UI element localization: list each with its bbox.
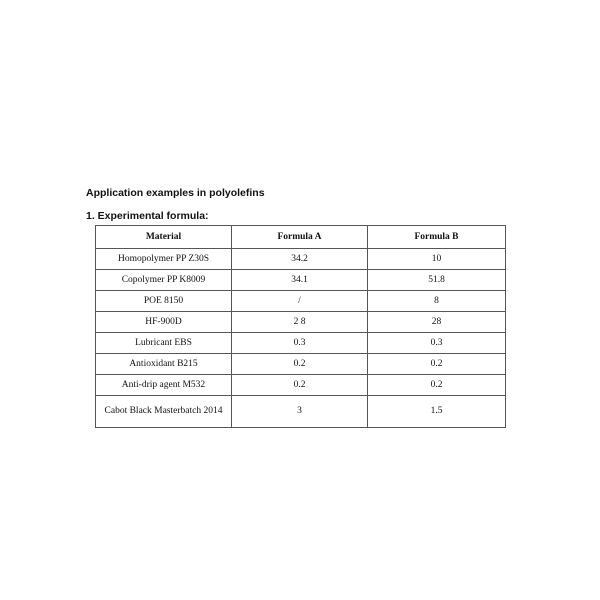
table-row [96,270,506,291]
table-row [96,354,506,375]
formula-table [95,225,506,428]
subsection-title: 1. Experimental formula: [86,210,209,222]
material-cell: Lubricant EBS [96,333,232,354]
material-cell: Cabot Black Masterbatch 2014 [96,396,232,428]
formula-b-cell: 0.2 [368,354,506,375]
table-row [96,375,506,396]
formula-a-cell: 0.3 [232,333,368,354]
formula-a-cell: 0.2 [232,354,368,375]
formula-b-cell: 10 [368,249,506,270]
table-row [96,333,506,354]
header-formula-b: Formula B [368,226,506,249]
formula-a-cell: 34.2 [232,249,368,270]
formula-a-cell: 2 8 [232,312,368,333]
formula-a-cell: 0.2 [232,375,368,396]
formula-b-cell: 51.8 [368,270,506,291]
formula-a-cell: 34.1 [232,270,368,291]
formula-a-cell: 3 [232,396,368,428]
formula-b-cell: 0.2 [368,375,506,396]
formula-b-cell: 28 [368,312,506,333]
header-material: Material [96,226,232,249]
material-cell: HF-900D [96,312,232,333]
material-cell: Anti-drip agent M532 [96,375,232,396]
material-cell: Antioxidant B215 [96,354,232,375]
formula-b-cell: 1.5 [368,396,506,428]
table-row [96,291,506,312]
table-row [96,396,506,428]
table-row [96,249,506,270]
material-cell: Copolymer PP K8009 [96,270,232,291]
table-header-row [96,226,506,249]
formula-b-cell: 8 [368,291,506,312]
formula-b-cell: 0.3 [368,333,506,354]
formula-a-cell: / [232,291,368,312]
material-cell: Homopolymer PP Z30S [96,249,232,270]
material-cell: POE 8150 [96,291,232,312]
table-row [96,312,506,333]
header-formula-a: Formula A [232,226,368,249]
section-title: Application examples in polyolefins [86,187,265,199]
